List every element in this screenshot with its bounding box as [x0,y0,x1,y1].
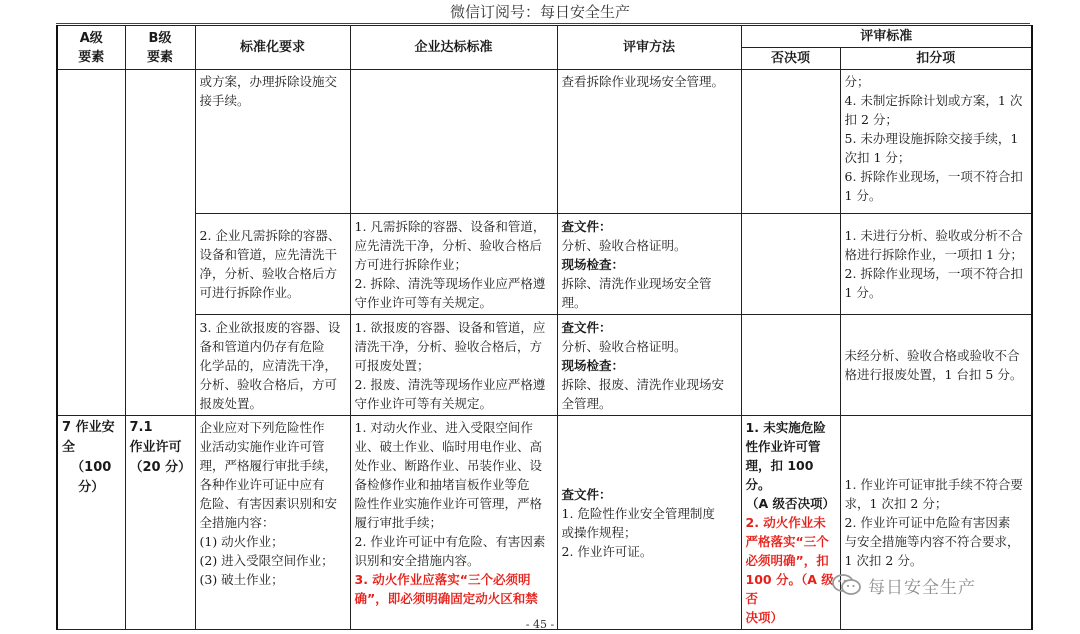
veto-cell: 1. 未实施危险 性作业许可管 理，扣 100 分。 （A 级否决项） 2. 动火作业未 严格落实“三个 必须明确”，扣 100 分。（A 级否 决项） [741,416,840,630]
col-a-level: A级 要素 [57,26,125,70]
col-veto-item: 否决项 [741,48,840,70]
header-rule [56,23,1030,24]
method-cell: 查文件： 分析、验收合格证明。 现场检查： 拆除、报废、清洗作业现场安 全管理。 [557,315,741,416]
table-row [57,70,1032,214]
method-cell: 查文件： 1. 危险性作业安全管理制度 或操作规程； 2. 作业许可证。 [557,416,741,630]
col-standard-requirement: 标准化要求 [195,26,350,70]
requirement-cell: 2. 企业凡需拆除的容器、 设备和管道，应先清洗干 净，分析、验收合格后方 可进行拆除作业。 [195,214,350,315]
method-cell: 查文件： 分析、验收合格证明。 现场检查： 拆除、清洗作业现场安全管 理。 [557,214,741,315]
deduction-cell: 1. 作业许可证审批手续不符合要 求，1 次扣 2 分； 2. 作业许可证中危险有害因素 与安全措施等内容不符合要求， 1 次扣 2 分。 [840,416,1032,630]
deduction-cell: 1. 未进行分析、验收或分析不合 格进行拆除作业，一项扣 1 分； 2. 拆除作业现场，一项不符合扣 1 分。 [840,214,1032,315]
b-element-cell-empty [125,70,195,416]
method-cell: 查看拆除作业现场安全管理。 [557,70,741,214]
wechat-logo-icon [832,573,862,597]
enterprise-cell: 1. 欲报废的容器、设备和管道，应 清洗干净，分析、验收合格后，方 可报废处置； 2. 报废、清洗等现场作业应严格遵 守作业许可等有关规定。 [350,315,557,416]
col-enterprise-standard: 企业达标标准 [350,26,557,70]
wechat-watermark [832,572,976,598]
deduction-cell: 分； 4. 未制定拆除计划或方案，1 次 扣 2 分； 5. 未办理设施拆除交接手续，1 次扣 1 分； 6. 拆除作业现场，一项不符合扣 1 分。 [840,70,1032,214]
page-number: - 45 - [525,618,555,631]
col-review-method: 评审方法 [557,26,741,70]
enterprise-cell: 1. 对动火作业、进入受限空间作 业、破土作业、临时用电作业、高 处作业、断路作业、吊装作业、设 备检修作业和抽堵盲板作业等危 险性作业实施作业许可管理，严格 履行审批手续； 2. 作业许可证中有危险、有害因素 识别和安全措施内容。 3. 动火作业应落实“三个必须明 确”，即必须明确固定动火区和禁 [350,416,557,630]
evaluation-table [56,25,1033,630]
requirement-cell: 3. 企业欲报废的容器、设 备和管道内仍存有危险 化学品的，应清洗干净， 分析、验收合格后，方可 报废处置。 [195,315,350,416]
deduction-cell: 未经分析、验收合格或验收不合 格进行报废处置，1 台扣 5 分。 [840,315,1032,416]
veto-cell [741,214,840,315]
col-review-criteria: 评审标准 [741,26,1032,48]
header-row-1 [57,26,1032,48]
veto-cell [741,315,840,416]
enterprise-cell: 1. 凡需拆除的容器、设备和管道， 应先清洗干净，分析、验收合格后 方可进行拆除作业； 2. 拆除、清洗等现场作业应严格遵 守作业许可等有关规定。 [350,214,557,315]
b-element-cell: 7.1 作业许可 （20 分） [125,416,195,630]
table-row [57,214,1032,315]
requirement-cell: 企业应对下列危险性作 业活动实施作业许可管 理，严格履行审批手续， 各种作业许可证中应有 危险、有害因素识别和安 全措施内容： (1) 动火作业； (2) 进入受限空间作业； (3) 破土作业； [195,416,350,630]
requirement-cell: 或方案，办理拆除设施交 接手续。 [195,70,350,214]
veto-cell [741,70,840,214]
a-element-cell: 7 作业安 全 （100 分） [57,416,125,630]
enterprise-cell [350,70,557,214]
a-element-cell-empty [57,70,125,416]
col-deduction-item: 扣分项 [840,48,1032,70]
table-row [57,315,1032,416]
col-b-level: B级 要素 [125,26,195,70]
watermark-text: 每日安全生产 [868,577,976,598]
page-header: 微信订阅号：每日安全生产 [449,3,630,21]
